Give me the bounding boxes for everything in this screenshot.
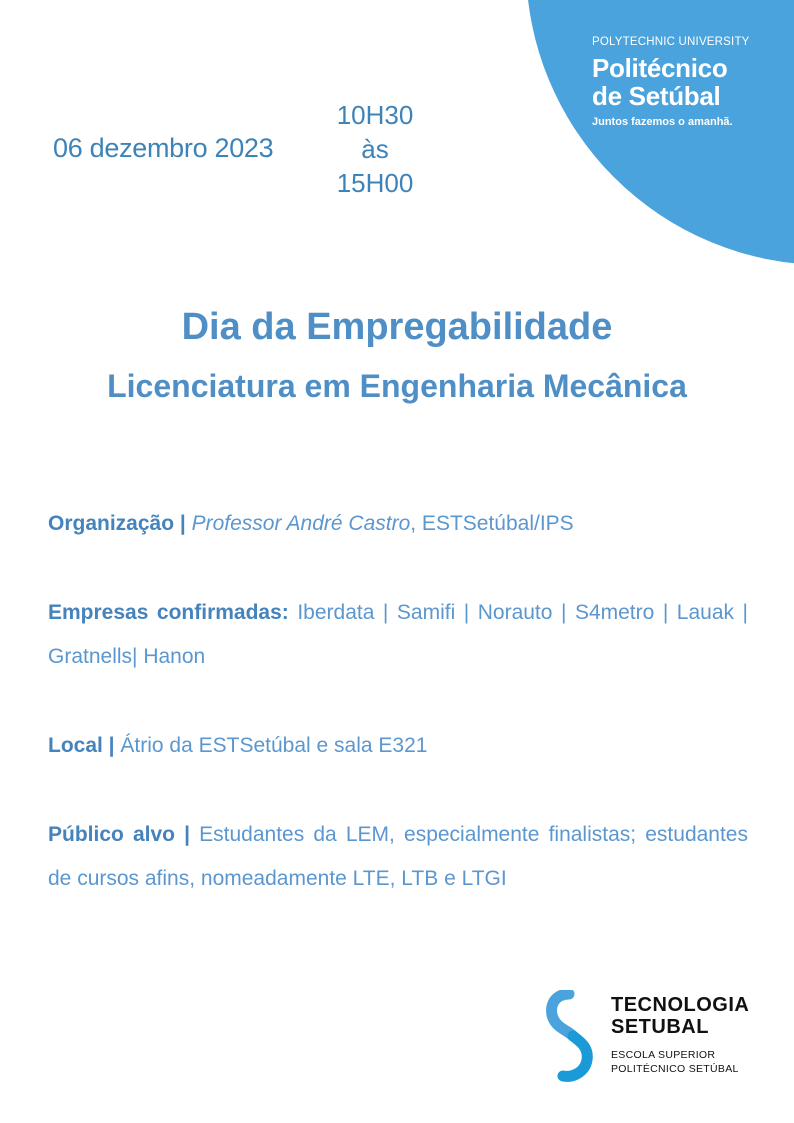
university-name-line2: de Setúbal [592,81,721,111]
university-name-line1: Politécnico [592,53,728,83]
event-title: Dia da Empregabilidade [181,306,613,348]
companies-label: Empresas confirmadas: [48,601,289,624]
time-separator: às [361,134,389,164]
location-value: Átrio da ESTSetúbal e sala E321 [120,734,428,757]
audience-label: Público alvo | [48,823,191,846]
location-line [48,724,748,768]
university-kicker: POLYTECHNIC UNIVERSITY [592,36,750,48]
school-name [611,994,749,1076]
time-end: 15H00 [336,168,414,198]
audience-block [48,813,748,901]
school-subtitle-line2: POLITÉCNICO SETÚBAL [611,1063,739,1075]
university-tagline: Juntos fazemos o amanhã. [592,116,733,128]
event-time [330,98,420,200]
university-name [592,54,750,110]
polytechnic-logo [592,36,750,128]
location-label: Local | [48,734,115,757]
event-date: 06 dezembro 2023 [53,133,274,163]
companies-block [48,591,748,679]
tecnologia-setubal-logo [543,990,763,1082]
time-start: 10H30 [336,100,414,130]
audience-value: Estudantes da LEM, especialmente finalistas; estudantes de cursos afins, nomeadamente LTE, LTB e LTGI [48,823,748,890]
school-subtitle [611,1048,749,1076]
school-subtitle-line1: ESCOLA SUPERIOR [611,1049,716,1061]
organization-affiliation: , ESTSetúbal/IPS [410,512,574,535]
event-subtitle: Licenciatura em Engenharia Mecânica [107,368,687,404]
organization-person: Professor André Castro [191,512,411,535]
school-name-line1: TECNOLOGIA [611,994,750,1016]
companies-list: Iberdata | Samifi | Norauto | S4metro | Lauak | Gratnells| Hanon [48,601,748,668]
organization-line [48,502,748,546]
school-name-line2: SETUBAL [611,1016,709,1038]
school-s-mark-icon [543,990,603,1082]
organization-label: Organização | [48,512,186,535]
